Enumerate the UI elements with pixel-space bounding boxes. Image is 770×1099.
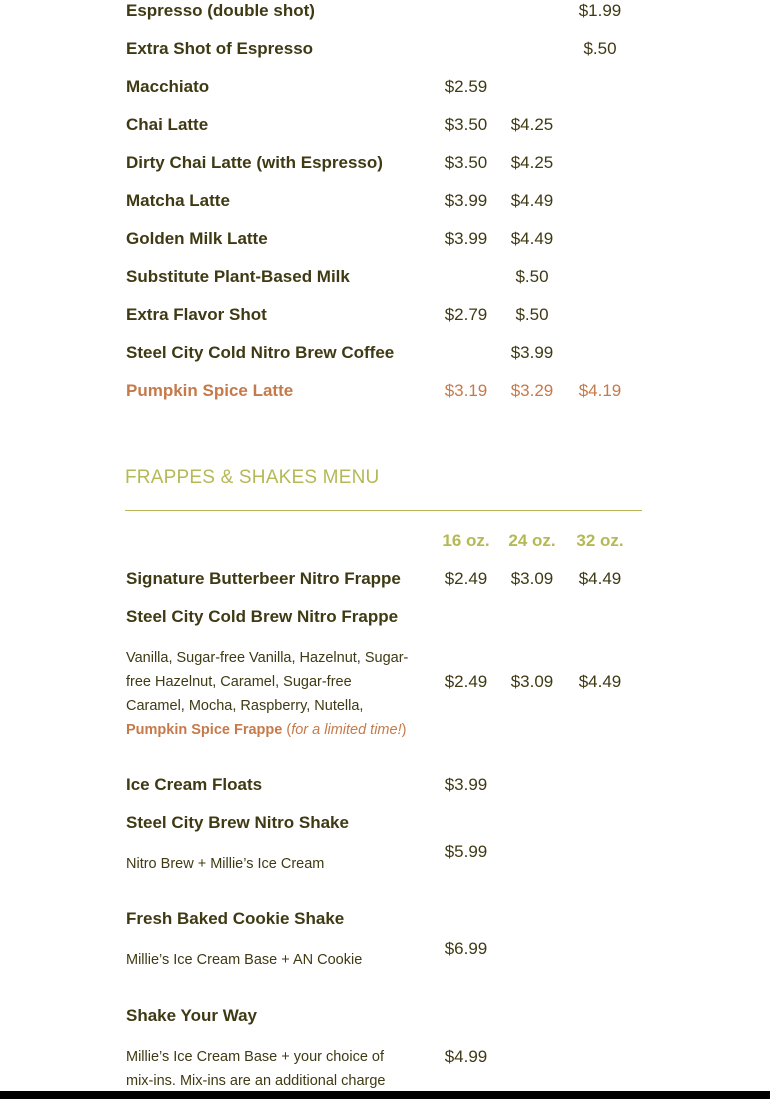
item-name: Substitute Plant-Based Milk	[126, 267, 350, 286]
price-small: $3.99	[444, 229, 488, 248]
item-name: Steel City Cold Nitro Brew Coffee	[126, 343, 395, 362]
price-16oz: $6.99	[444, 939, 488, 958]
price-large: $1.99	[578, 1, 622, 20]
price-16oz: $2.49	[444, 569, 488, 588]
item-name: Signature Butterbeer Nitro Frappe	[126, 569, 401, 588]
item-name: Pumpkin Spice Latte	[126, 381, 294, 400]
menu-item-row	[0, 0, 770, 23]
menu-item-cold-brew-nitro-frappe	[0, 605, 770, 629]
nitro-shake-description: Nitro Brew + Millie’s Ice Cream	[126, 856, 325, 872]
price-medium: $4.25	[510, 115, 554, 134]
menu-item-ice-cream-floats	[0, 773, 770, 797]
shake-your-way-price-row	[0, 1045, 770, 1069]
price-medium: $4.49	[510, 191, 554, 210]
price-small: $2.79	[444, 305, 488, 324]
price-24oz: $3.09	[510, 672, 554, 691]
item-name: Matcha Latte	[126, 191, 230, 210]
price-medium: $3.29	[510, 381, 554, 400]
item-name: Fresh Baked Cookie Shake	[126, 909, 345, 928]
menu-item-row	[0, 151, 770, 175]
menu-item-butterbeer-frappe	[0, 567, 770, 591]
section-divider	[125, 510, 642, 511]
item-name: Extra Shot of Espresso	[126, 39, 314, 58]
item-name: Golden Milk Latte	[126, 229, 268, 248]
item-name: Espresso (double shot)	[126, 1, 315, 20]
cookie-shake-description: Millie’s Ice Cream Base + AN Cookie	[126, 952, 363, 968]
price-16oz: $4.99	[444, 1047, 488, 1066]
menu-item-row	[0, 303, 770, 327]
item-name: Shake Your Way	[126, 1006, 258, 1025]
item-name: Steel City Brew Nitro Shake	[126, 813, 349, 832]
price-small: $3.19	[444, 381, 488, 400]
menu-item-row	[0, 189, 770, 213]
section-title-frappes-shakes: FRAPPES & SHAKES MENU	[125, 467, 380, 488]
item-name: Steel City Cold Brew Nitro Frappe	[126, 607, 399, 626]
item-name: Extra Flavor Shot	[126, 305, 267, 324]
menu-item-row	[0, 113, 770, 137]
price-medium: $4.49	[510, 229, 554, 248]
price-16oz: $5.99	[444, 842, 488, 861]
item-name: Macchiato	[126, 77, 210, 96]
price-32oz: $4.49	[578, 672, 622, 691]
menu-item-row	[0, 265, 770, 289]
menu-item-row	[0, 37, 770, 61]
price-large: $4.19	[578, 381, 622, 400]
price-medium: $.50	[515, 267, 549, 286]
price-medium: $3.99	[510, 343, 554, 362]
shake-your-way-description: Millie’s Ice Cream Base + your choice of mix-ins. Mix-ins are an additional charge	[126, 1049, 386, 1089]
cold-brew-frappe-prices	[0, 670, 770, 694]
price-small: $3.50	[444, 153, 488, 172]
price-medium: $.50	[515, 305, 549, 324]
price-small: $2.59	[444, 77, 488, 96]
size-header-16oz: 16 oz.	[442, 531, 490, 550]
size-header-32oz: 32 oz.	[576, 531, 624, 550]
menu-item-nitro-shake	[0, 811, 770, 835]
menu-item-shake-your-way	[0, 1004, 770, 1028]
window-bottom-edge	[0, 1091, 770, 1099]
menu-item-cookie-shake	[0, 907, 770, 931]
menu-item-row	[0, 379, 770, 403]
menu-item-row	[0, 75, 770, 99]
flavors-list: Vanilla, Sugar-free Vanilla, Hazelnut, Sugar-free Hazelnut, Caramel, Sugar-free Caramel, Mocha, Raspberry, Nutella,	[126, 650, 409, 714]
pumpkin-spice-frappe-highlight: Pumpkin Spice Frappe	[126, 722, 283, 738]
item-name: Chai Latte	[126, 115, 209, 134]
price-16oz: $3.99	[444, 775, 488, 794]
menu-item-row	[0, 227, 770, 251]
item-name: Dirty Chai Latte (with Espresso)	[126, 153, 383, 172]
price-large: $.50	[583, 39, 617, 58]
price-small: $3.50	[444, 115, 488, 134]
price-24oz: $3.09	[510, 569, 554, 588]
limited-time-note: (for a limited time!)	[286, 722, 407, 738]
item-name: Ice Cream Floats	[126, 775, 263, 794]
menu-item-row	[0, 341, 770, 365]
frappe-flavors-description	[126, 646, 411, 742]
price-16oz: $2.49	[444, 672, 488, 691]
price-small: $3.99	[444, 191, 488, 210]
size-header-24oz: 24 oz.	[508, 531, 556, 550]
price-32oz: $4.49	[578, 569, 622, 588]
price-medium: $4.25	[510, 153, 554, 172]
